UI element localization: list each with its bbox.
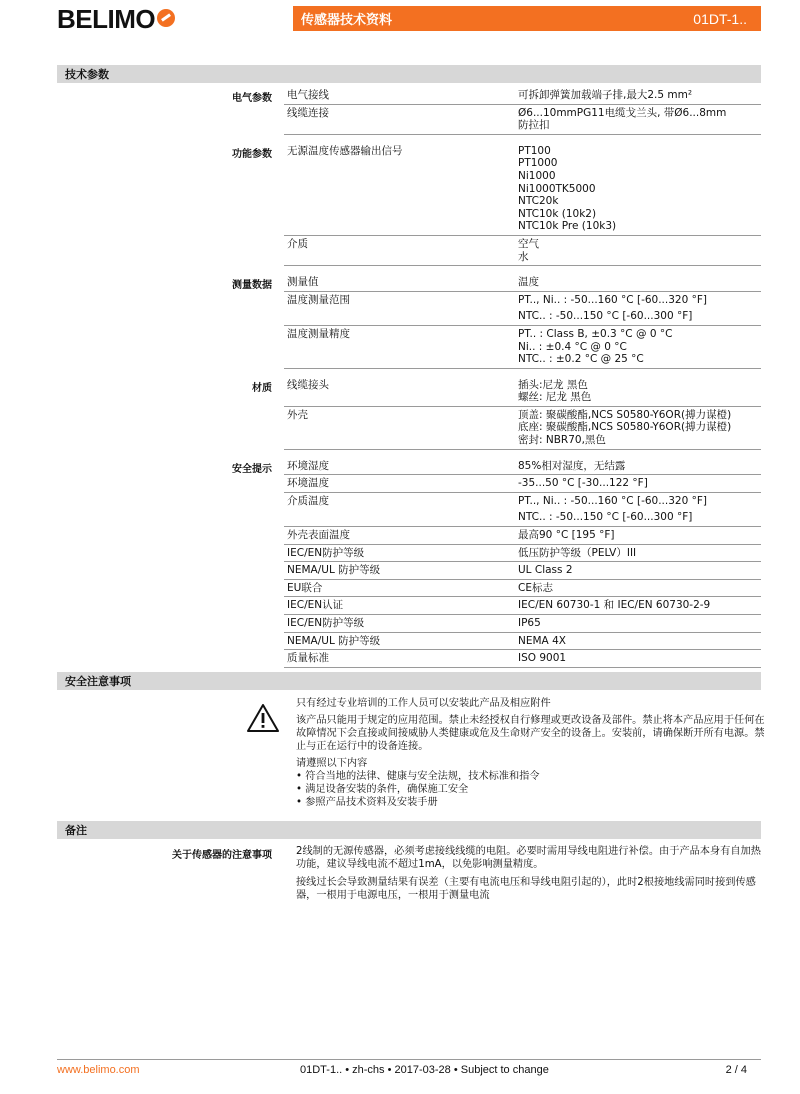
spec-key-line: IEC/EN认证 xyxy=(287,599,344,612)
spec-key xyxy=(284,105,517,135)
spec-value-line: 空气 xyxy=(518,237,539,250)
note-text xyxy=(296,845,766,907)
spec-value xyxy=(517,597,761,615)
spec-value-line: CE标志 xyxy=(518,581,553,594)
spec-value xyxy=(517,527,761,545)
spec-row xyxy=(57,597,761,615)
spec-row xyxy=(57,615,761,633)
spec-value xyxy=(517,562,761,580)
spec-value-line: 密封: NBR70,黑色 xyxy=(518,434,606,447)
spec-key-line: 线缆连接 xyxy=(287,106,329,119)
spec-value-line: PT.., Ni.. : -50...160 °C [-60...320 °F] xyxy=(518,494,707,507)
spec-row xyxy=(57,545,761,563)
spec-row xyxy=(57,475,761,493)
spec-key xyxy=(284,580,517,598)
spec-value-line: PT.. : Class B, ±0.3 °C @ 0 °C xyxy=(518,327,673,340)
spec-value-line: NTC10k (10k2) xyxy=(518,207,597,220)
spec-row xyxy=(57,458,761,476)
note-paragraph-2: 接线过长会导致测量结果有误差（主要有电流电压和导线电阻引起的），此时2根接地线需同时接到传感器，一根用于电源电压，一根用于测量电流 xyxy=(296,877,756,901)
spec-key xyxy=(284,326,517,369)
spec-value-line: PT1000 xyxy=(518,157,558,170)
logo-mark-icon xyxy=(157,9,175,27)
spec-value-line: 温度 xyxy=(518,276,539,289)
spec-key-line: NEMA/UL 防护等级 xyxy=(287,634,381,647)
spec-value xyxy=(517,458,761,476)
spec-value-line: PT.., Ni.. : -50...160 °C [-60...320 °F] xyxy=(518,293,707,306)
spec-row xyxy=(57,527,761,545)
spec-value-line: Ni1000 xyxy=(518,169,556,182)
spec-row xyxy=(57,562,761,580)
spec-key xyxy=(284,274,517,292)
spec-key-line: 环境温度 xyxy=(287,477,329,490)
spec-value-line: 可拆卸弹簧加载端子排,最大2.5 mm² xyxy=(518,89,693,101)
spec-group-label-spacer xyxy=(57,105,284,135)
spec-value xyxy=(517,407,761,450)
spec-value-line: IEC/EN 60730-1 和 IEC/EN 60730-2-9 xyxy=(518,599,711,612)
spec-row xyxy=(57,143,761,236)
safety-bullet: • 符合当地的法律、健康与安全法规，技术标准和指令 xyxy=(296,771,540,782)
spec-key-line: EU联合 xyxy=(287,581,323,594)
spec-table xyxy=(57,87,761,668)
spec-row xyxy=(57,633,761,651)
spec-key xyxy=(284,633,517,651)
spec-key-line: 外壳表面温度 xyxy=(287,529,350,542)
logo-text: BELIMO xyxy=(57,3,156,34)
spec-group-label-spacer xyxy=(57,475,284,493)
spec-key xyxy=(284,475,517,493)
spec-group-label-spacer xyxy=(57,493,284,527)
spec-group-label-spacer xyxy=(57,527,284,545)
spec-key xyxy=(284,236,517,266)
spec-key xyxy=(284,527,517,545)
spec-value-line: Ni.. : ±0.4 °C @ 0 °C xyxy=(518,340,627,353)
spec-value xyxy=(517,650,761,668)
safety-bullet: • 满足设备安装的条件，确保施工安全 xyxy=(296,784,469,795)
spec-value-line: IP65 xyxy=(518,617,541,629)
spec-key xyxy=(284,650,517,668)
spec-group-label-spacer xyxy=(57,236,284,266)
note-label: 关于传感器的注意事项 xyxy=(172,850,272,861)
header-bar xyxy=(293,6,761,31)
footer xyxy=(57,1064,761,1076)
spec-value xyxy=(517,105,761,135)
spec-row xyxy=(57,493,761,527)
spec-group-label-spacer xyxy=(57,597,284,615)
spec-group-label-spacer xyxy=(57,326,284,369)
spec-key xyxy=(284,377,517,407)
spec-value-line: UL Class 2 xyxy=(518,564,573,577)
spec-value xyxy=(517,493,761,527)
spec-value-line: ISO 9001 xyxy=(518,652,567,665)
spec-key xyxy=(284,545,517,563)
spec-value xyxy=(517,143,761,236)
spec-key-line: 介质 xyxy=(287,237,308,250)
spec-value-line: Ni1000TK5000 xyxy=(518,182,596,195)
spec-row xyxy=(57,292,761,326)
spec-key xyxy=(284,458,517,476)
safety-bullet: • 参照产品技术资料及安装手册 xyxy=(296,797,438,808)
spec-key-line: 温度测量范围 xyxy=(287,293,350,306)
spec-group-label: 功能参数 xyxy=(232,148,272,160)
spec-group-label-spacer xyxy=(57,562,284,580)
spec-row xyxy=(57,105,761,135)
spec-value xyxy=(517,292,761,326)
note-paragraph-1: 2线制的无源传感器，必须考虑接线线缆的电阻。必要时需用导线电阻进行补偿。由于产品本身有自加热功能，建议导线电流不超过1mA，以免影响测量精度。 xyxy=(296,846,761,870)
spec-value-line: 防拉扣 xyxy=(518,119,550,132)
spec-group-label-spacer xyxy=(57,633,284,651)
spec-row xyxy=(57,580,761,598)
spec-key-line: 外壳 xyxy=(287,408,308,421)
spec-value xyxy=(517,87,761,105)
spec-group-label: 测量数据 xyxy=(232,280,272,292)
spec-group-label: 材质 xyxy=(252,382,272,394)
spec-key-line: 电气接线 xyxy=(287,89,329,101)
spec-group-label-spacer xyxy=(57,580,284,598)
footer-website-link[interactable]: www.belimo.com xyxy=(57,1064,140,1076)
spec-key-line: 质量标准 xyxy=(287,652,329,665)
spec-key xyxy=(284,292,517,326)
safety-text xyxy=(296,697,766,809)
spec-group-label-spacer xyxy=(57,407,284,450)
spec-value xyxy=(517,377,761,407)
spec-key xyxy=(284,407,517,450)
footer-divider xyxy=(57,1059,761,1060)
spec-value xyxy=(517,274,761,292)
footer-doc-info: 01DT-1.. • zh-chs • 2017-03-28 • Subject to change xyxy=(300,1064,549,1076)
spec-key xyxy=(284,143,517,236)
section-safety: 安全注意事项 xyxy=(57,672,761,690)
product-code: 01DT-1.. xyxy=(693,10,747,27)
spec-group-label-spacer xyxy=(57,615,284,633)
spec-value-line: 水 xyxy=(518,250,529,263)
document-title: 传感器技术资料 xyxy=(301,13,393,28)
spec-group-label: 安全提示 xyxy=(232,463,272,475)
safety-paragraph-2: 该产品只能用于规定的应用范围。禁止未经授权自行修理或更改设备及部件。禁止将本产品应用于任何在故障情况下会直接或间接威胁人类健康或危及生命财产安全的设备上。安装前，请确保断开所有电源。禁止与正在运行中的设备连接。 xyxy=(296,715,765,752)
safety-paragraph-1: 只有经过专业培训的工作人员可以安装此产品及相应附件 xyxy=(296,698,551,709)
spec-value-line: -35...50 °C [-30...122 °F] xyxy=(518,477,648,490)
footer-page-number: 2 / 4 xyxy=(725,1064,747,1076)
belimo-logo xyxy=(57,4,175,34)
spec-value-line: 底座: 聚碳酸酯,NCS S0580-Y6OR(搏力谋橙) xyxy=(518,421,732,434)
spec-key-line: 温度测量精度 xyxy=(287,327,350,340)
spec-value-line: NTC10k Pre (10k3) xyxy=(518,220,617,233)
spec-value-line: 插头:尼龙 黑色 xyxy=(518,378,588,391)
spec-value-line: Ø6...10mmPG11电缆戈兰头, 带Ø6...8mm xyxy=(518,106,727,119)
spec-group-label-spacer xyxy=(57,650,284,668)
spec-value xyxy=(517,326,761,369)
spec-value-line: PT100 xyxy=(518,144,551,157)
spec-value xyxy=(517,545,761,563)
spec-value-line: NTC.. : -50...150 °C [-60...300 °F] xyxy=(518,310,693,323)
spec-key xyxy=(284,87,517,105)
section-tech-params: 技术参数 xyxy=(57,65,761,83)
spec-key-line: NEMA/UL 防护等级 xyxy=(287,564,381,577)
spec-value xyxy=(517,475,761,493)
spec-value-line: NEMA 4X xyxy=(518,634,566,647)
spec-value-line: 最高90 °C [195 °F] xyxy=(518,529,615,542)
spec-key-line: 无源温度传感器输出信号 xyxy=(287,144,403,157)
spec-value xyxy=(517,615,761,633)
spec-key xyxy=(284,493,517,527)
spec-key-line: IEC/EN防护等级 xyxy=(287,546,365,559)
spec-group-label-spacer xyxy=(57,292,284,326)
safety-list-title: 请遵照以下内容 xyxy=(296,758,368,769)
spec-row xyxy=(57,377,761,407)
spec-row xyxy=(57,87,761,105)
spec-key-line: 线缆接头 xyxy=(287,378,329,391)
spec-value-line: NTC20k xyxy=(518,195,559,208)
spec-key xyxy=(284,597,517,615)
spec-key xyxy=(284,615,517,633)
spec-row xyxy=(57,326,761,369)
spec-value-line: 螺丝: 尼龙 黑色 xyxy=(518,391,592,404)
spec-row xyxy=(57,407,761,450)
spec-group-label-spacer xyxy=(57,545,284,563)
spec-key xyxy=(284,562,517,580)
spec-value-line: NTC.. : -50...150 °C [-60...300 °F] xyxy=(518,511,693,524)
spec-value xyxy=(517,580,761,598)
spec-value-line: 低压防护等级（PELV）III xyxy=(518,546,637,559)
spec-value-line: NTC.. : ±0.2 °C @ 25 °C xyxy=(518,353,644,366)
warning-triangle-icon xyxy=(246,703,280,733)
spec-row xyxy=(57,274,761,292)
spec-key-line: IEC/EN防护等级 xyxy=(287,617,365,629)
spec-value xyxy=(517,633,761,651)
spec-value-line: 85%相对湿度，无结露 xyxy=(518,459,626,472)
spec-key-line: 环境湿度 xyxy=(287,459,329,472)
spec-key-line: 测量值 xyxy=(287,276,319,289)
spec-row xyxy=(57,650,761,668)
spec-key-line: 介质温度 xyxy=(287,494,329,507)
spec-group-label: 电气参数 xyxy=(232,93,272,104)
spec-row xyxy=(57,236,761,266)
spec-value-line: 顶盖: 聚碳酸酯,NCS S0580-Y6OR(搏力谋橙) xyxy=(518,408,732,421)
section-notes: 备注 xyxy=(57,821,761,839)
spec-value xyxy=(517,236,761,266)
